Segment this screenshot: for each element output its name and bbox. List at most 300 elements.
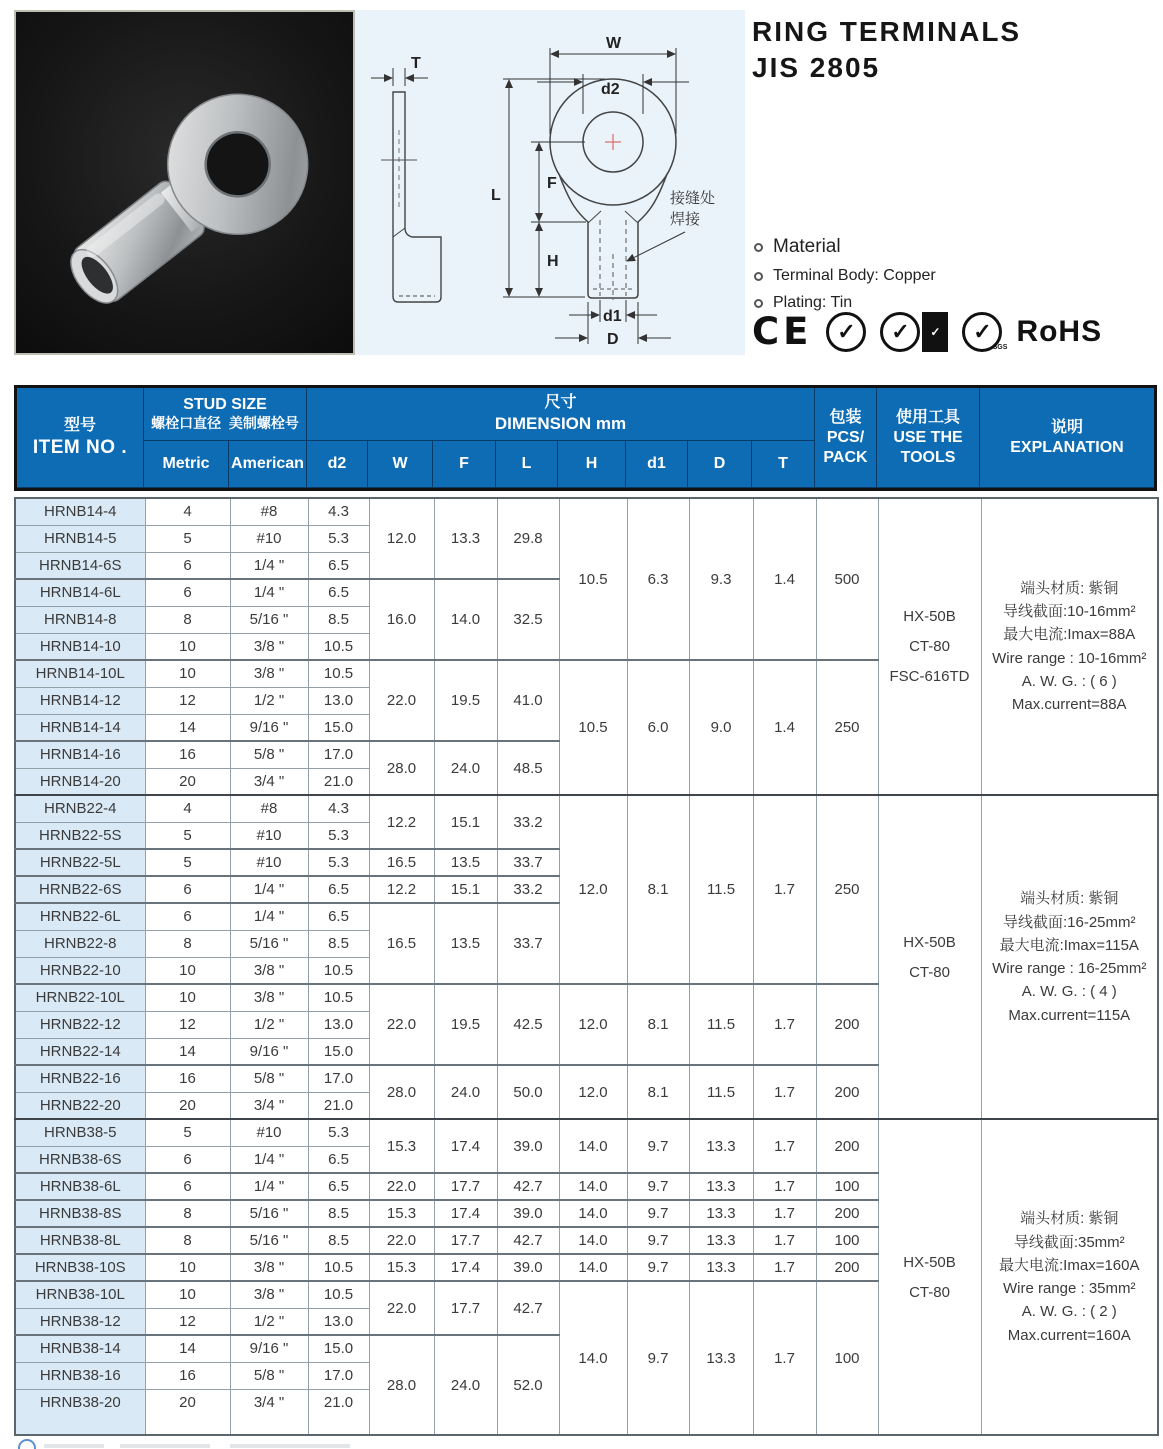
col-header-h: H [558, 441, 626, 488]
page-title: RING TERMINALS [752, 16, 1022, 47]
l-cell: 39.0 [497, 1200, 559, 1227]
american-cell: #10 [230, 525, 308, 552]
bottom-partial-logo [18, 1439, 36, 1449]
d2-cell: 10.5 [308, 984, 369, 1011]
l-cell: 42.7 [497, 1227, 559, 1254]
d2-cell: 4.3 [308, 795, 369, 822]
american-cell: 1/2 " [230, 1011, 308, 1038]
d2-cell: 8.5 [308, 606, 369, 633]
bottom-faint-text [44, 1444, 104, 1448]
d2-cell: 5.3 [308, 1119, 369, 1146]
item-no-cell: HRNB22-4 [15, 795, 145, 822]
metric-cell: 10 [145, 1254, 230, 1281]
metric-cell: 5 [145, 1119, 230, 1146]
d-cell: 13.3 [689, 1254, 753, 1281]
american-cell: 3/8 " [230, 660, 308, 687]
metric-cell: 16 [145, 741, 230, 768]
pcs-pack-cell: 200 [816, 1119, 878, 1173]
dim-label-w: W [606, 35, 622, 52]
w-cell: 16.5 [369, 903, 434, 984]
f-cell: 24.0 [434, 1335, 497, 1435]
d2-cell: 5.3 [308, 849, 369, 876]
american-cell: 9/16 " [230, 1038, 308, 1065]
item-no-cell: HRNB22-12 [15, 1011, 145, 1038]
d2-cell: 13.0 [308, 1011, 369, 1038]
dim-label-f: F [547, 175, 557, 192]
h-cell: 14.0 [559, 1200, 627, 1227]
d1-cell: 9.7 [627, 1281, 689, 1435]
metric-cell: 5 [145, 849, 230, 876]
page-subtitle: JIS 2805 [752, 52, 881, 84]
seam-note-line1: 接缝处 [670, 190, 716, 207]
f-cell: 14.0 [434, 579, 497, 660]
explanation-line: 最大电流:Imax=160A [999, 1256, 1140, 1274]
metric-cell: 8 [145, 1227, 230, 1254]
d2-cell: 17.0 [308, 741, 369, 768]
d2-cell: 15.0 [308, 1038, 369, 1065]
american-cell: 3/8 " [230, 633, 308, 660]
metric-cell: 6 [145, 579, 230, 606]
d2-cell: 21.0 [308, 768, 369, 795]
d2-cell: 6.5 [308, 903, 369, 930]
tool-name: HX-50B [903, 933, 956, 951]
t-cell: 1.7 [753, 1227, 816, 1254]
american-cell: 3/8 " [230, 1281, 308, 1308]
american-cell: 9/16 " [230, 714, 308, 741]
explanation-line: Max.current=115A [1008, 1006, 1131, 1024]
explanation-line: A. W. G. : ( 6 ) [1021, 672, 1117, 690]
col-header-explanation: 说明 EXPLANATION [980, 388, 1154, 488]
dim-label-d: D [607, 331, 619, 348]
american-cell: 3/4 " [230, 1389, 308, 1435]
d2-cell: 8.5 [308, 1227, 369, 1254]
d2-cell: 8.5 [308, 930, 369, 957]
t-cell: 1.7 [753, 1254, 816, 1281]
d2-cell: 6.5 [308, 1146, 369, 1173]
metric-cell: 10 [145, 984, 230, 1011]
item-no-cell: HRNB22-5L [15, 849, 145, 876]
f-cell: 15.1 [434, 795, 497, 849]
d1-cell: 6.0 [627, 660, 689, 795]
rohs-label: RoHS [1016, 314, 1103, 348]
col-header-t: T [752, 441, 815, 488]
ce-mark-icon: CE [752, 310, 813, 353]
american-cell: 1/4 " [230, 903, 308, 930]
d2-cell: 10.5 [308, 1254, 369, 1281]
bullet-icon [754, 243, 763, 252]
h-cell: 14.0 [559, 1227, 627, 1254]
metric-cell: 8 [145, 606, 230, 633]
certification-logos [752, 310, 1102, 353]
w-cell: 16.5 [369, 849, 434, 876]
item-no-cell: HRNB38-14 [15, 1335, 145, 1362]
l-cell: 50.0 [497, 1065, 559, 1119]
tools-cell [878, 498, 981, 795]
d2-cell: 10.5 [308, 660, 369, 687]
metric-cell: 20 [145, 1389, 230, 1435]
h-cell: 12.0 [559, 984, 627, 1065]
american-cell: 3/4 " [230, 768, 308, 795]
f-cell: 17.7 [434, 1281, 497, 1335]
d2-cell: 10.5 [308, 957, 369, 984]
american-cell: #8 [230, 795, 308, 822]
d-cell: 9.3 [689, 498, 753, 660]
metric-cell: 6 [145, 1173, 230, 1200]
american-cell: 1/4 " [230, 552, 308, 579]
explanation-line: Wire range : 10-16mm² [992, 649, 1147, 667]
tools-cell [878, 1119, 981, 1435]
l-cell: 33.2 [497, 795, 559, 849]
w-cell: 22.0 [369, 660, 434, 741]
item-no-cell: HRNB14-16 [15, 741, 145, 768]
american-cell: #10 [230, 822, 308, 849]
f-cell: 17.4 [434, 1254, 497, 1281]
item-no-cell: HRNB14-10L [15, 660, 145, 687]
item-no-cell: HRNB38-16 [15, 1362, 145, 1389]
metric-cell: 6 [145, 903, 230, 930]
w-cell: 16.0 [369, 579, 434, 660]
explanation-line: 最大电流:Imax=115A [999, 936, 1139, 954]
d2-cell: 6.5 [308, 1173, 369, 1200]
d2-cell: 21.0 [308, 1092, 369, 1119]
item-no-cell: HRNB14-6L [15, 579, 145, 606]
metric-cell: 8 [145, 1200, 230, 1227]
t-cell: 1.7 [753, 984, 816, 1065]
l-cell: 33.7 [497, 849, 559, 876]
pcs-pack-cell: 250 [816, 660, 878, 795]
d1-cell: 9.7 [627, 1227, 689, 1254]
item-no-cell: HRNB22-6L [15, 903, 145, 930]
f-cell: 24.0 [434, 741, 497, 795]
d2-cell: 5.3 [308, 822, 369, 849]
w-cell: 15.3 [369, 1254, 434, 1281]
table-row [15, 795, 1158, 822]
d-cell: 11.5 [689, 1065, 753, 1119]
d2-cell: 6.5 [308, 579, 369, 606]
american-cell: 5/16 " [230, 1227, 308, 1254]
bullet-icon [754, 299, 763, 308]
bottom-faint-text [230, 1444, 350, 1448]
d-cell: 13.3 [689, 1281, 753, 1435]
t-cell: 1.7 [753, 1119, 816, 1173]
d2-cell: 15.0 [308, 714, 369, 741]
w-cell: 15.3 [369, 1119, 434, 1173]
w-cell: 15.3 [369, 1200, 434, 1227]
bullet-icon [754, 272, 763, 281]
item-no-cell: HRNB14-6S [15, 552, 145, 579]
d2-cell: 13.0 [308, 1308, 369, 1335]
table-row [15, 498, 1158, 525]
tool-name: FSC-616TD [889, 668, 970, 685]
item-no-cell: HRNB22-16 [15, 1065, 145, 1092]
american-cell: 5/8 " [230, 1065, 308, 1092]
bullet-plating: Plating: Tin [754, 294, 936, 312]
f-cell: 19.5 [434, 984, 497, 1065]
metric-cell: 20 [145, 768, 230, 795]
metric-cell: 16 [145, 1065, 230, 1092]
l-cell: 33.7 [497, 903, 559, 984]
d2-cell: 8.5 [308, 1200, 369, 1227]
item-no-cell: HRNB22-14 [15, 1038, 145, 1065]
header-info [752, 14, 1156, 359]
item-no-cell: HRNB22-8 [15, 930, 145, 957]
item-no-cell: HRNB22-10 [15, 957, 145, 984]
metric-cell: 12 [145, 1308, 230, 1335]
d-cell: 13.3 [689, 1173, 753, 1200]
item-no-cell: HRNB14-4 [15, 498, 145, 525]
d2-cell: 10.5 [308, 1281, 369, 1308]
item-no-cell: HRNB22-20 [15, 1092, 145, 1119]
d2-cell: 17.0 [308, 1362, 369, 1389]
w-cell: 12.2 [369, 795, 434, 849]
item-no-cell: HRNB38-10S [15, 1254, 145, 1281]
w-cell: 28.0 [369, 1335, 434, 1435]
item-no-cell: HRNB14-5 [15, 525, 145, 552]
col-header-metric: Metric [144, 441, 229, 488]
metric-cell: 6 [145, 876, 230, 903]
item-no-cell: HRNB38-5 [15, 1119, 145, 1146]
col-header-l: L [496, 441, 558, 488]
col-header-tools: 使用工具 USE THE TOOLS [877, 388, 980, 488]
h-cell: 12.0 [559, 1065, 627, 1119]
l-cell: 42.5 [497, 984, 559, 1065]
explanation-cell [981, 498, 1158, 795]
t-cell: 1.7 [753, 795, 816, 984]
american-cell: 5/8 " [230, 741, 308, 768]
w-cell: 28.0 [369, 1065, 434, 1119]
l-cell: 39.0 [497, 1119, 559, 1173]
d2-cell: 17.0 [308, 1065, 369, 1092]
l-cell: 32.5 [497, 579, 559, 660]
t-cell: 1.4 [753, 498, 816, 660]
item-no-cell: HRNB22-5S [15, 822, 145, 849]
american-cell: 5/16 " [230, 1200, 308, 1227]
d-cell: 11.5 [689, 795, 753, 984]
american-cell: 5/8 " [230, 1362, 308, 1389]
d1-cell: 9.7 [627, 1173, 689, 1200]
ring-terminal-photo-image [16, 12, 353, 353]
explanation-line: 端头材质: 紫铜 [1020, 890, 1119, 908]
metric-cell: 6 [145, 1146, 230, 1173]
w-cell: 22.0 [369, 1173, 434, 1200]
bullet-terminal-body: Terminal Body: Copper [754, 267, 936, 285]
american-cell: #10 [230, 849, 308, 876]
metric-cell: 12 [145, 687, 230, 714]
d2-cell: 21.0 [308, 1389, 369, 1435]
weee-badge-icon: ✓ [826, 312, 866, 352]
material-bullets [754, 236, 936, 321]
metric-cell: 4 [145, 498, 230, 525]
metric-cell: 14 [145, 1038, 230, 1065]
american-cell: 1/4 " [230, 579, 308, 606]
item-no-cell: HRNB38-6L [15, 1173, 145, 1200]
metric-cell: 5 [145, 525, 230, 552]
american-cell: 3/4 " [230, 1092, 308, 1119]
col-header-d: D [688, 441, 752, 488]
tool-name: HX-50B [903, 608, 956, 625]
f-cell: 13.3 [434, 498, 497, 579]
product-photo [14, 10, 355, 355]
pcs-pack-cell: 100 [816, 1173, 878, 1200]
item-no-cell: HRNB38-12 [15, 1308, 145, 1335]
d2-cell: 4.3 [308, 498, 369, 525]
seam-note-line2: 焊接 [670, 211, 701, 228]
h-cell: 14.0 [559, 1281, 627, 1435]
l-cell: 33.2 [497, 876, 559, 903]
pcs-pack-cell: 100 [816, 1281, 878, 1435]
metric-cell: 12 [145, 1011, 230, 1038]
l-cell: 42.7 [497, 1173, 559, 1200]
pcs-pack-cell: 200 [816, 984, 878, 1065]
explanation-line: 最大电流:Imax=88A [1003, 626, 1136, 644]
pcs-pack-cell: 100 [816, 1227, 878, 1254]
metric-cell: 20 [145, 1092, 230, 1119]
l-cell: 29.8 [497, 498, 559, 579]
l-cell: 48.5 [497, 741, 559, 795]
metric-cell: 10 [145, 1281, 230, 1308]
l-cell: 39.0 [497, 1254, 559, 1281]
american-cell: 3/8 " [230, 1254, 308, 1281]
item-no-cell: HRNB22-10L [15, 984, 145, 1011]
d2-cell: 5.3 [308, 525, 369, 552]
col-header-d1: d1 [626, 441, 688, 488]
metric-cell: 8 [145, 930, 230, 957]
bullet-material: Material [754, 236, 936, 258]
explanation-cell [981, 1119, 1158, 1435]
col-header-pcs-pack: 包装 PCS/ PACK [815, 388, 877, 488]
side-view [393, 92, 441, 302]
item-no-cell: HRNB14-10 [15, 633, 145, 660]
pcs-pack-cell: 500 [816, 498, 878, 660]
american-cell: 1/4 " [230, 1146, 308, 1173]
f-cell: 15.1 [434, 876, 497, 903]
american-cell: 1/4 " [230, 1173, 308, 1200]
col-header-stud-size: STUD SIZE 螺栓口直径 美制螺栓号 [144, 388, 307, 441]
american-cell: #8 [230, 498, 308, 525]
t-cell: 1.4 [753, 660, 816, 795]
spec-table [14, 497, 1157, 1436]
col-header-dimension: 尺寸 DIMENSION mm [307, 388, 815, 441]
w-cell: 22.0 [369, 1227, 434, 1254]
d1-cell: 6.3 [627, 498, 689, 660]
w-cell: 22.0 [369, 984, 434, 1065]
sgs-badge-icon: ✓ SGS [962, 312, 1002, 352]
pcs-pack-cell: 200 [816, 1065, 878, 1119]
bottom-faint-text [120, 1444, 210, 1448]
dim-label-d2: d2 [601, 81, 620, 98]
american-cell: 1/4 " [230, 876, 308, 903]
explanation-line: A. W. G. : ( 2 ) [1021, 1303, 1117, 1321]
explanation-line: Max.current=160A [1007, 1326, 1131, 1344]
pcs-pack-cell: 200 [816, 1254, 878, 1281]
h-cell: 14.0 [559, 1173, 627, 1200]
h-cell: 10.5 [559, 660, 627, 795]
explanation-line: 端头材质: 紫铜 [1020, 579, 1119, 597]
h-cell: 14.0 [559, 1119, 627, 1173]
explanation-line: Wire range : 35mm² [1002, 1280, 1136, 1297]
f-cell: 24.0 [434, 1065, 497, 1119]
d1-cell: 9.7 [627, 1254, 689, 1281]
american-cell: #10 [230, 1119, 308, 1146]
f-cell: 19.5 [434, 660, 497, 741]
w-cell: 28.0 [369, 741, 434, 795]
item-no-cell: HRNB14-20 [15, 768, 145, 795]
d1-cell: 9.7 [627, 1119, 689, 1173]
f-cell: 13.5 [434, 849, 497, 876]
d1-cell: 8.1 [627, 1065, 689, 1119]
item-no-cell: HRNB14-12 [15, 687, 145, 714]
explanation-line: 导线截面:35mm² [1013, 1233, 1125, 1251]
item-no-cell: HRNB38-10L [15, 1281, 145, 1308]
tools-cell [878, 795, 981, 1119]
pcs-pack-cell: 200 [816, 1200, 878, 1227]
item-no-cell: HRNB22-6S [15, 876, 145, 903]
d2-cell: 10.5 [308, 633, 369, 660]
l-cell: 42.7 [497, 1281, 559, 1335]
tool-name: CT-80 [909, 963, 950, 981]
col-header-item-no: 型号 ITEM NO . [17, 388, 144, 488]
item-no-cell: HRNB38-6S [15, 1146, 145, 1173]
t-cell: 1.7 [753, 1281, 816, 1435]
col-header-f: F [433, 441, 496, 488]
metric-cell: 14 [145, 1335, 230, 1362]
t-cell: 1.7 [753, 1173, 816, 1200]
american-cell: 1/2 " [230, 687, 308, 714]
item-no-cell: HRNB38-20 [15, 1389, 145, 1435]
f-cell: 17.4 [434, 1200, 497, 1227]
w-cell: 12.2 [369, 876, 434, 903]
metric-cell: 16 [145, 1362, 230, 1389]
f-cell: 17.7 [434, 1227, 497, 1254]
item-no-cell: HRNB38-8L [15, 1227, 145, 1254]
t-cell: 1.7 [753, 1200, 816, 1227]
col-header-d2: d2 [307, 441, 368, 488]
l-cell: 52.0 [497, 1335, 559, 1435]
american-cell: 3/8 " [230, 984, 308, 1011]
f-cell: 13.5 [434, 903, 497, 984]
d-cell: 13.3 [689, 1200, 753, 1227]
technical-drawing [355, 10, 745, 355]
item-no-cell: HRNB14-8 [15, 606, 145, 633]
american-cell: 5/16 " [230, 606, 308, 633]
d-cell: 11.5 [689, 984, 753, 1065]
metric-cell: 10 [145, 660, 230, 687]
table-row [15, 1119, 1158, 1146]
dim-label-h: H [547, 253, 559, 270]
explanation-line: 端头材质: 紫铜 [1020, 1210, 1119, 1228]
table-header [14, 385, 1157, 491]
explanation-line: 导线截面:10-16mm² [1002, 603, 1136, 620]
w-cell: 22.0 [369, 1281, 434, 1335]
d2-cell: 13.0 [308, 687, 369, 714]
l-cell: 41.0 [497, 660, 559, 741]
explanation-line: Wire range : 16-25mm² [992, 960, 1147, 977]
american-cell: 3/8 " [230, 957, 308, 984]
metric-cell: 6 [145, 552, 230, 579]
explanation-line: Max.current=88A [1011, 696, 1127, 713]
d1-cell: 8.1 [627, 795, 689, 984]
f-cell: 17.4 [434, 1119, 497, 1173]
t-cell: 1.7 [753, 1065, 816, 1119]
metric-cell: 4 [145, 795, 230, 822]
metric-cell: 10 [145, 957, 230, 984]
col-header-american: American [229, 441, 307, 488]
h-cell: 14.0 [559, 1254, 627, 1281]
dim-label-l: L [491, 187, 501, 204]
american-cell: 9/16 " [230, 1335, 308, 1362]
item-no-cell: HRNB14-14 [15, 714, 145, 741]
metric-cell: 14 [145, 714, 230, 741]
